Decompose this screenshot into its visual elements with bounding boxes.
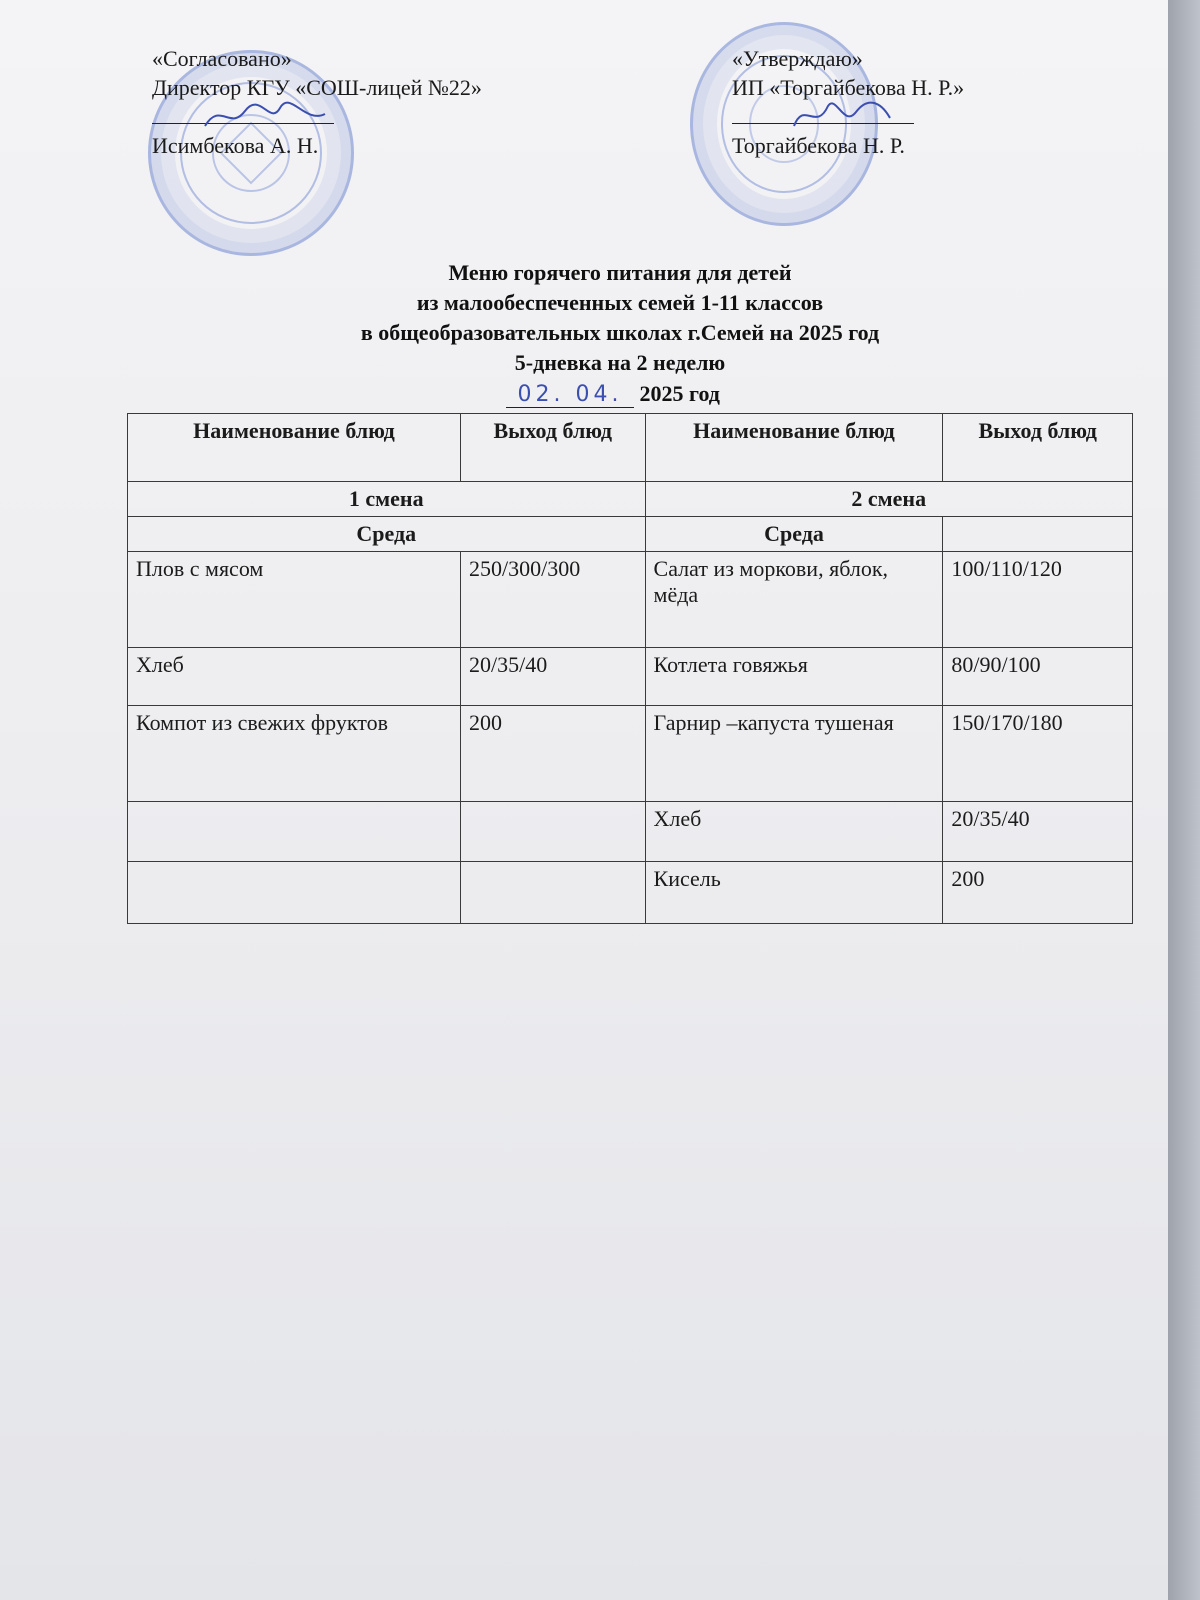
day-1-label: Среда <box>128 517 646 552</box>
approve-label: «Утверждаю» <box>732 46 863 71</box>
director-title: Директор КГУ «СОШ-лицей №22» <box>152 75 482 100</box>
menu-title <box>200 258 1040 378</box>
page-edge-background <box>1168 0 1200 1600</box>
table-cell: Компот из свежих фруктов <box>128 706 461 802</box>
table-cell: 100/110/120 <box>943 552 1133 648</box>
entrepreneur-name: Торгайбекова Н. Р. <box>732 133 905 158</box>
table-row <box>128 706 1133 802</box>
header-portion-2: Выход блюд <box>943 414 1133 482</box>
table-cell <box>128 802 461 862</box>
handwritten-date: 02. 04. <box>506 382 634 408</box>
table-cell: Кисель <box>645 862 943 924</box>
signature-left-icon <box>200 96 330 136</box>
year-label: 2025 год <box>639 381 720 406</box>
signature-right-icon <box>786 92 896 136</box>
table-cell: Гарнир –капуста тушеная <box>645 706 943 802</box>
agreed-label: «Согласовано» <box>152 46 292 71</box>
menu-table <box>127 413 1133 924</box>
table-cell: 80/90/100 <box>943 648 1133 706</box>
table-cell: Хлеб <box>128 648 461 706</box>
table-cell: 20/35/40 <box>460 648 645 706</box>
table-cell: 150/170/180 <box>943 706 1133 802</box>
table-cell: Хлеб <box>645 802 943 862</box>
table-cell <box>460 862 645 924</box>
table-cell <box>128 862 461 924</box>
title-line-1: Меню горячего питания для детей <box>448 260 792 285</box>
title-line-4: 5-дневка на 2 неделю <box>514 350 726 375</box>
header-dish-name-1: Наименование блюд <box>128 414 461 482</box>
table-row <box>128 648 1133 706</box>
table-cell: 200 <box>460 706 645 802</box>
title-line-2: из малообеспеченных семей 1-11 классов <box>416 290 824 315</box>
table-cell: 250/300/300 <box>460 552 645 648</box>
day-2-empty-cell <box>943 517 1133 552</box>
table-cell: Плов с мясом <box>128 552 461 648</box>
table-cell: Котлета говяжья <box>645 648 943 706</box>
header-dish-name-2: Наименование блюд <box>645 414 943 482</box>
day-row <box>128 517 1133 552</box>
table-row <box>128 862 1133 924</box>
table-cell: Салат из моркови, яблок, мёда <box>645 552 943 648</box>
entrepreneur-title: ИП «Торгайбекова Н. Р.» <box>732 75 965 100</box>
director-name: Исимбекова А. Н. <box>152 133 319 158</box>
shift-2-label: 2 смена <box>645 482 1132 517</box>
title-line-3: в общеобразовательных школах г.Семей на 2025 год <box>360 320 880 345</box>
table-row <box>128 802 1133 862</box>
table-cell: 200 <box>943 862 1133 924</box>
table-cell <box>460 802 645 862</box>
table-header-row <box>128 414 1133 482</box>
date-line <box>506 381 720 408</box>
header-portion-1: Выход блюд <box>460 414 645 482</box>
shift-row <box>128 482 1133 517</box>
table-row <box>128 552 1133 648</box>
day-2-label: Среда <box>645 517 943 552</box>
shift-1-label: 1 смена <box>128 482 646 517</box>
table-cell: 20/35/40 <box>943 802 1133 862</box>
